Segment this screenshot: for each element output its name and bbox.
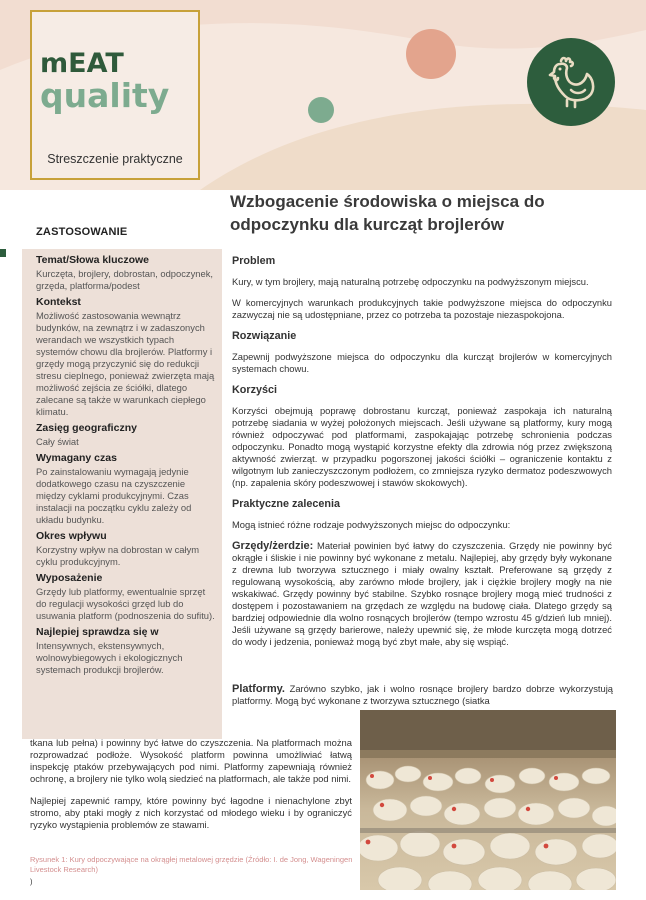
logo-line2: quality (40, 76, 170, 115)
benefits-heading: Korzyści (232, 384, 278, 396)
broiler-photo-illustration (360, 710, 616, 890)
recommendations-intro: Mogą istnieć różne rodzaje podwyższonych miejsc do odpoczynku: (232, 519, 511, 530)
sidebar-section-heading: Wyposażenie (36, 572, 103, 584)
figure-caption-tail: ) (30, 877, 33, 886)
sidebar-section-heading: Najlepiej sprawdza się w (36, 626, 159, 638)
solution-text: Zapewnij podwyższone miejsca do odpoczynku dla kurcząt brojlerów w komercyjnych systemach chowu. (232, 351, 612, 374)
bottom-text (30, 737, 352, 841)
sidebar-section-text: Po zainstalowaniu wymagają jedynie dodatkowego czasu na czyszczenie między cyklami produkcyjnymi. Czas instalacji na początku cyklu zależy od układu budynku. (36, 466, 192, 525)
sidebar-heading: ZASTOSOWANIE (36, 226, 128, 238)
sidebar-section-text: Kurczęta, brojlery, dobrostan, odpoczynek, grzęda, platforma/podest (36, 268, 214, 291)
sidebar-accent-bar (0, 249, 6, 257)
broiler-photo (360, 710, 616, 890)
page-title (230, 190, 610, 236)
sidebar-section-text: Intensywnych, ekstensywnych, wolnowybiegowych i ekologicznych systemach produkcji brojlerów. (36, 640, 183, 675)
perch-paragraph (232, 540, 612, 648)
platform-text: Zarówno szybko, jak i wolno rosnące brojlery bardzo dobrze wykorzystują platformy. Mogą być wykonane z tworzywa sztucznego (siatka (232, 683, 613, 706)
sidebar-section-text: Cały świat (36, 436, 79, 447)
sidebar-section-text: Korzystny wpływ na dobrostan w całym cyklu produkcyjnym. (36, 544, 200, 567)
perch-label: Grzędy/żerdzie: (232, 540, 314, 552)
ramps-text: Najlepiej zapewnić rampy, które powinny być łagodne i nienachylone zbyt stromo, aby ptaki mogły z nich korzystać od młodego wieku i by ograniczyć ryzyko wystąpienia problemów ze stawami. (30, 795, 352, 830)
sidebar-box (22, 249, 222, 739)
problem-text-2: W komercyjnych warunkach produkcyjnych takie podwyższone miejsca do odpoczynku zazwyczaj nie są udostępniane, przez co potrzeba ta pozostaje niezaspokojona. (232, 297, 612, 320)
sidebar-section-heading: Kontekst (36, 296, 81, 308)
benefits-text: Korzyści obejmują poprawę dobrostanu kurcząt, ponieważ zaspokaja ich naturalną potrzebę siadania w wyżej położonych miejscach. Jeśli używane są platformy, kury mogą również odpoczywać pod platformami, zaspokajając potrzebę schronienia podczas odpoczynku. Ponadto mogą wystąpić korzystne efekty dla zdrowia nóg przez zwiększoną aktywność zwierząt. w przypadku pogorszonej jakości ściółki – ograniczenie kontaktu z wilgotnym lub zanieczyszczonym podłożem, co zmniejsza ryzyko dermatoz podeszwowych (np. zapalenia skóry podeszwowej i stawów skokowych). (232, 405, 612, 488)
logo-box (30, 10, 200, 180)
chicken-icon (541, 52, 601, 112)
perch-text: Materiał powinien być łatwy do czyszczenia. Grzędy nie powinny być okrągłe i śliskie i nie powinny być wykonane z metalu. Najlepiej, aby grzędy były wykonane z drewna lub tworzywa sztucznego i miały owalny kształt. Preferowane są grzędy z regulowaną wysokością, aby zarówno młode brojlery, jak i ciężkie brojlery mogły na nie wskakiwać. Grzędy powinny być stabilne. Szybko rosnące brojlery mogą mieć trudności z dostępem i pozostawaniem na grzędach ze względu na budowę ciała. Dlatego grzędy są bardziej odpowiednie dla wolno rosnących brojlerów (tempo wzrostu 45 g/dzień lub mniej). Jeśli używane są grzędy barierowe, należy upewnić się, że młode kurczęta mogą dotrzeć do wody i jedzenia, ponieważ mogą być zbyt małe, aby się wspiąć. (232, 540, 612, 647)
logo-line1: mEAT (40, 48, 124, 79)
platform-continued-text: tkana lub pełna) i powinny być łatwe do czyszczenia. Na platformach można rozprowadzać podłoże. Wysokość platform powinna umożliwiać łatwą inspekcję ptaków przebywających pod nimi. Platformy zapewniają również ochronę, a brojlery nie tylko wolą siedzieć na platformach, ale także pod nimi. (30, 737, 352, 784)
title-line2: odpoczynku dla kurcząt brojlerów (230, 215, 504, 234)
figure-caption: Rysunek 1: Kury odpoczywające na okrągłej metalowej grzędzie (Źródło: I. de Jong, Wageningen Livestock Research) (30, 855, 353, 874)
logo (40, 48, 170, 115)
decor-circle-green (308, 97, 334, 123)
sidebar-section-heading: Okres wpływu (36, 530, 107, 542)
sidebar-section-heading: Zasięg geograficzny (36, 422, 137, 434)
sidebar-section-text: Możliwość zastosowania wewnątrz budynków, na zewnątrz i w zadaszonych werandach we wszystkich typach systemów chowu dla brojlerów. Platformy i grzędy mogą przyczynić się do redukcji stresu cieplnego, ponieważ zwierzęta mają możliwość zejścia ze ściółki, dlatego zalecane są także w warunkach ciepłego klimatu. (36, 310, 215, 417)
sidebar-section-heading: Temat/Słowa kluczowe (36, 254, 150, 266)
title-line1: Wzbogacenie środowiska o miejsca do (230, 192, 545, 211)
problem-text-1: Kury, w tym brojlery, mają naturalną potrzebę odpoczynku na podwyższonym miejscu. (232, 276, 589, 287)
problem-heading: Problem (232, 255, 276, 267)
platform-paragraph (232, 683, 613, 707)
chicken-badge (527, 38, 615, 126)
header-band (0, 0, 646, 190)
sidebar-section-heading: Wymagany czas (36, 452, 117, 464)
solution-heading: Rozwiązanie (232, 330, 297, 342)
sidebar-section-text: Grzędy lub platformy, ewentualnie sprzęt do regulacji wysokości grzęd lub do usuwania platform (podnoszenia do sufitu). (36, 586, 215, 621)
decor-circle-pink (406, 29, 456, 79)
platform-label: Platformy. (232, 683, 285, 695)
recommendations-heading: Praktyczne zalecenia (232, 498, 341, 510)
document-subtitle: Streszczenie praktyczne (47, 152, 183, 166)
main-content (232, 255, 612, 657)
